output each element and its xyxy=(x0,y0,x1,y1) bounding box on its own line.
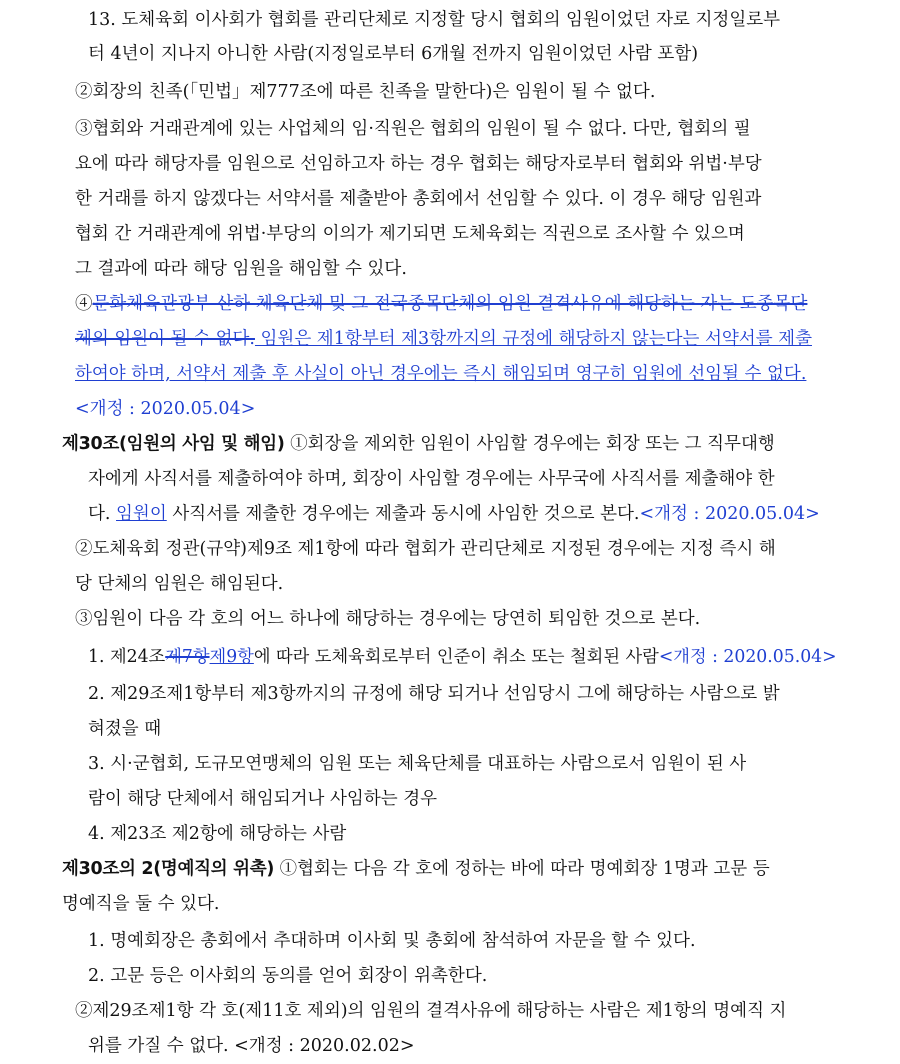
text: ②도체육회 정관(규약)제9조 제1항에 따라 협회가 관리단체로 지정된 경우에는 지정 즉시 해 xyxy=(75,539,776,559)
paragraph-3-line-2 xyxy=(75,152,762,176)
text: 4. 제23조 제2항에 해당하는 사람 xyxy=(88,824,347,844)
paragraph-2-line-1 xyxy=(75,80,655,104)
article-heading: 제30조의 2(명예직의 위촉) xyxy=(62,859,275,879)
article-30-para-2-line-1 xyxy=(75,537,776,561)
amendment-note: <개정 : 2020.05.04> xyxy=(75,399,256,419)
list-item-3-line-1 xyxy=(88,752,746,776)
text: 협회 간 거래관계에 위법·부당의 이의가 제기되면 도체육회는 직권으로 조사할 수 있으며 xyxy=(75,224,745,244)
article-30-2-line-1 xyxy=(62,857,770,881)
text: 혀졌을 때 xyxy=(88,719,162,739)
inserted-text: 임원이 xyxy=(116,504,167,524)
paragraph-4-line-1 xyxy=(75,292,807,316)
text: 명예직을 둘 수 있다. xyxy=(62,894,220,914)
text: ③협회와 거래관계에 있는 사업체의 임·직원은 협회의 임원이 될 수 없다. 다만, 협회의 필 xyxy=(75,119,751,139)
article-30-2-para-2-line-2 xyxy=(88,1034,415,1058)
honor-item-1 xyxy=(88,929,696,953)
list-item-2-line-1 xyxy=(88,682,780,706)
text: 2. 제29조제1항부터 제3항까지의 규정에 해당 되거나 선임당시 그에 해당하는 사람으로 밝 xyxy=(88,684,780,704)
paragraph-3-line-3 xyxy=(75,187,761,211)
text: 에 따라 도체육회로부터 인준이 취소 또는 철회된 사람 xyxy=(253,647,659,667)
paragraph-4-line-2 xyxy=(75,327,812,351)
text: 2. 고문 등은 이사회의 동의를 얻어 회장이 위촉한다. xyxy=(88,966,488,986)
text: ①협회는 다음 각 호에 정하는 바에 따라 명예회장 1명과 고문 등 xyxy=(274,859,770,879)
inserted-text: 임원은 제1항부터 제3항까지의 규정에 해당하지 않는다는 서약서를 제출 xyxy=(254,329,812,349)
text: 요에 따라 해당자를 임원으로 선임하고자 하는 경우 협회는 해당자로부터 협회와 위법·부당 xyxy=(75,154,762,174)
article-30-2-line-2 xyxy=(62,892,220,916)
honor-item-2 xyxy=(88,964,487,988)
text: 사직서를 제출한 경우에는 제출과 동시에 사임한 것으로 본다. xyxy=(166,504,640,524)
inserted-text: 제9항 xyxy=(209,647,254,667)
text: ②회장의 친족(「민법」제777조에 따른 친족을 말한다)은 임원이 될 수 없다. xyxy=(75,82,656,102)
text: ①회장을 제외한 임원이 사임할 경우에는 회장 또는 그 직무대행 xyxy=(284,434,775,454)
text: 람이 해당 단체에서 해임되거나 사임하는 경우 xyxy=(88,789,438,809)
amendment-note: <개정 : 2020.05.04> xyxy=(639,504,820,524)
text: 한 거래를 하지 않겠다는 서약서를 제출받아 총회에서 선임할 수 있다. 이 경우 해당 임원과 xyxy=(75,189,762,209)
list-item-2-line-2 xyxy=(88,717,161,741)
article-heading: 제30조(임원의 사임 및 해임) xyxy=(62,434,285,454)
deleted-text: 체의 임원이 될 수 없다. xyxy=(75,329,255,349)
amendment-note: <개정 : 2020.05.04> xyxy=(658,647,837,667)
list-item-4 xyxy=(88,822,346,846)
text: 터 4년이 지나지 아니한 사람(지정일로부터 6개월 전까지 임원이었던 사람 포함) xyxy=(88,44,699,64)
deleted-text: 제7항 xyxy=(165,647,210,667)
text: 다. xyxy=(88,504,117,524)
text: ③임원이 다음 각 호의 어느 하나에 해당하는 경우에는 당연히 퇴임한 것으로 본다. xyxy=(75,609,701,629)
inserted-text: 하여야 하며, 서약서 제출 후 사실이 아닌 경우에는 즉시 해임되며 영구히 임원에 선임될 수 없다. xyxy=(75,364,807,384)
text: 그 결과에 따라 해당 임원을 해임할 수 있다. xyxy=(75,259,407,279)
article-30-line-3 xyxy=(88,502,820,526)
article-30-para-2-line-2 xyxy=(75,572,283,596)
text: ②제29조제1항 각 호(제11호 제외)의 임원의 결격사유에 해당하는 사람은 제1항의 명예직 지 xyxy=(75,1001,787,1021)
article-30-2-para-2-line-1 xyxy=(75,999,786,1023)
paragraph-3-line-5 xyxy=(75,257,407,281)
text: 당 단체의 임원은 해임된다. xyxy=(75,574,284,594)
paragraph-4-line-3 xyxy=(75,362,806,386)
list-item-1 xyxy=(88,645,837,669)
text: 자에게 사직서를 제출하여야 하며, 회장이 사임할 경우에는 사무국에 사직서를 제출해야 한 xyxy=(88,469,775,489)
text: 위를 가질 수 없다. <개정 : 2020.02.02> xyxy=(88,1036,415,1056)
item-13-line-2 xyxy=(88,42,698,66)
paragraph-4-amendment xyxy=(75,397,255,421)
text: 1. 제24조 xyxy=(88,647,166,667)
paragraph-3-line-4 xyxy=(75,222,745,246)
article-30-para-3 xyxy=(75,607,700,631)
text: 3. 시·군협회, 도규모연맹체의 임원 또는 체육단체를 대표하는 사람으로서 임원이 된 사 xyxy=(88,754,747,774)
deleted-text: 문화체육관광부 산하 체육단체 및 그 전국종목단체의 임원 결격사유에 해당하는 자는 도종목단 xyxy=(92,294,808,314)
text: 1. 명예회장은 총회에서 추대하며 이사회 및 총회에 참석하여 자문을 할 수 있다. xyxy=(88,931,696,951)
article-30-line-2 xyxy=(88,467,775,491)
item-13-line-1 xyxy=(88,8,780,32)
paragraph-number: ④ xyxy=(75,294,93,314)
paragraph-3-line-1 xyxy=(75,117,751,141)
list-item-3-line-2 xyxy=(88,787,437,811)
article-30-line-1 xyxy=(62,432,775,456)
text: 13. 도체육회 이사회가 협회를 관리단체로 지정할 당시 협회의 임원이었던 자로 지정일로부 xyxy=(88,10,781,30)
